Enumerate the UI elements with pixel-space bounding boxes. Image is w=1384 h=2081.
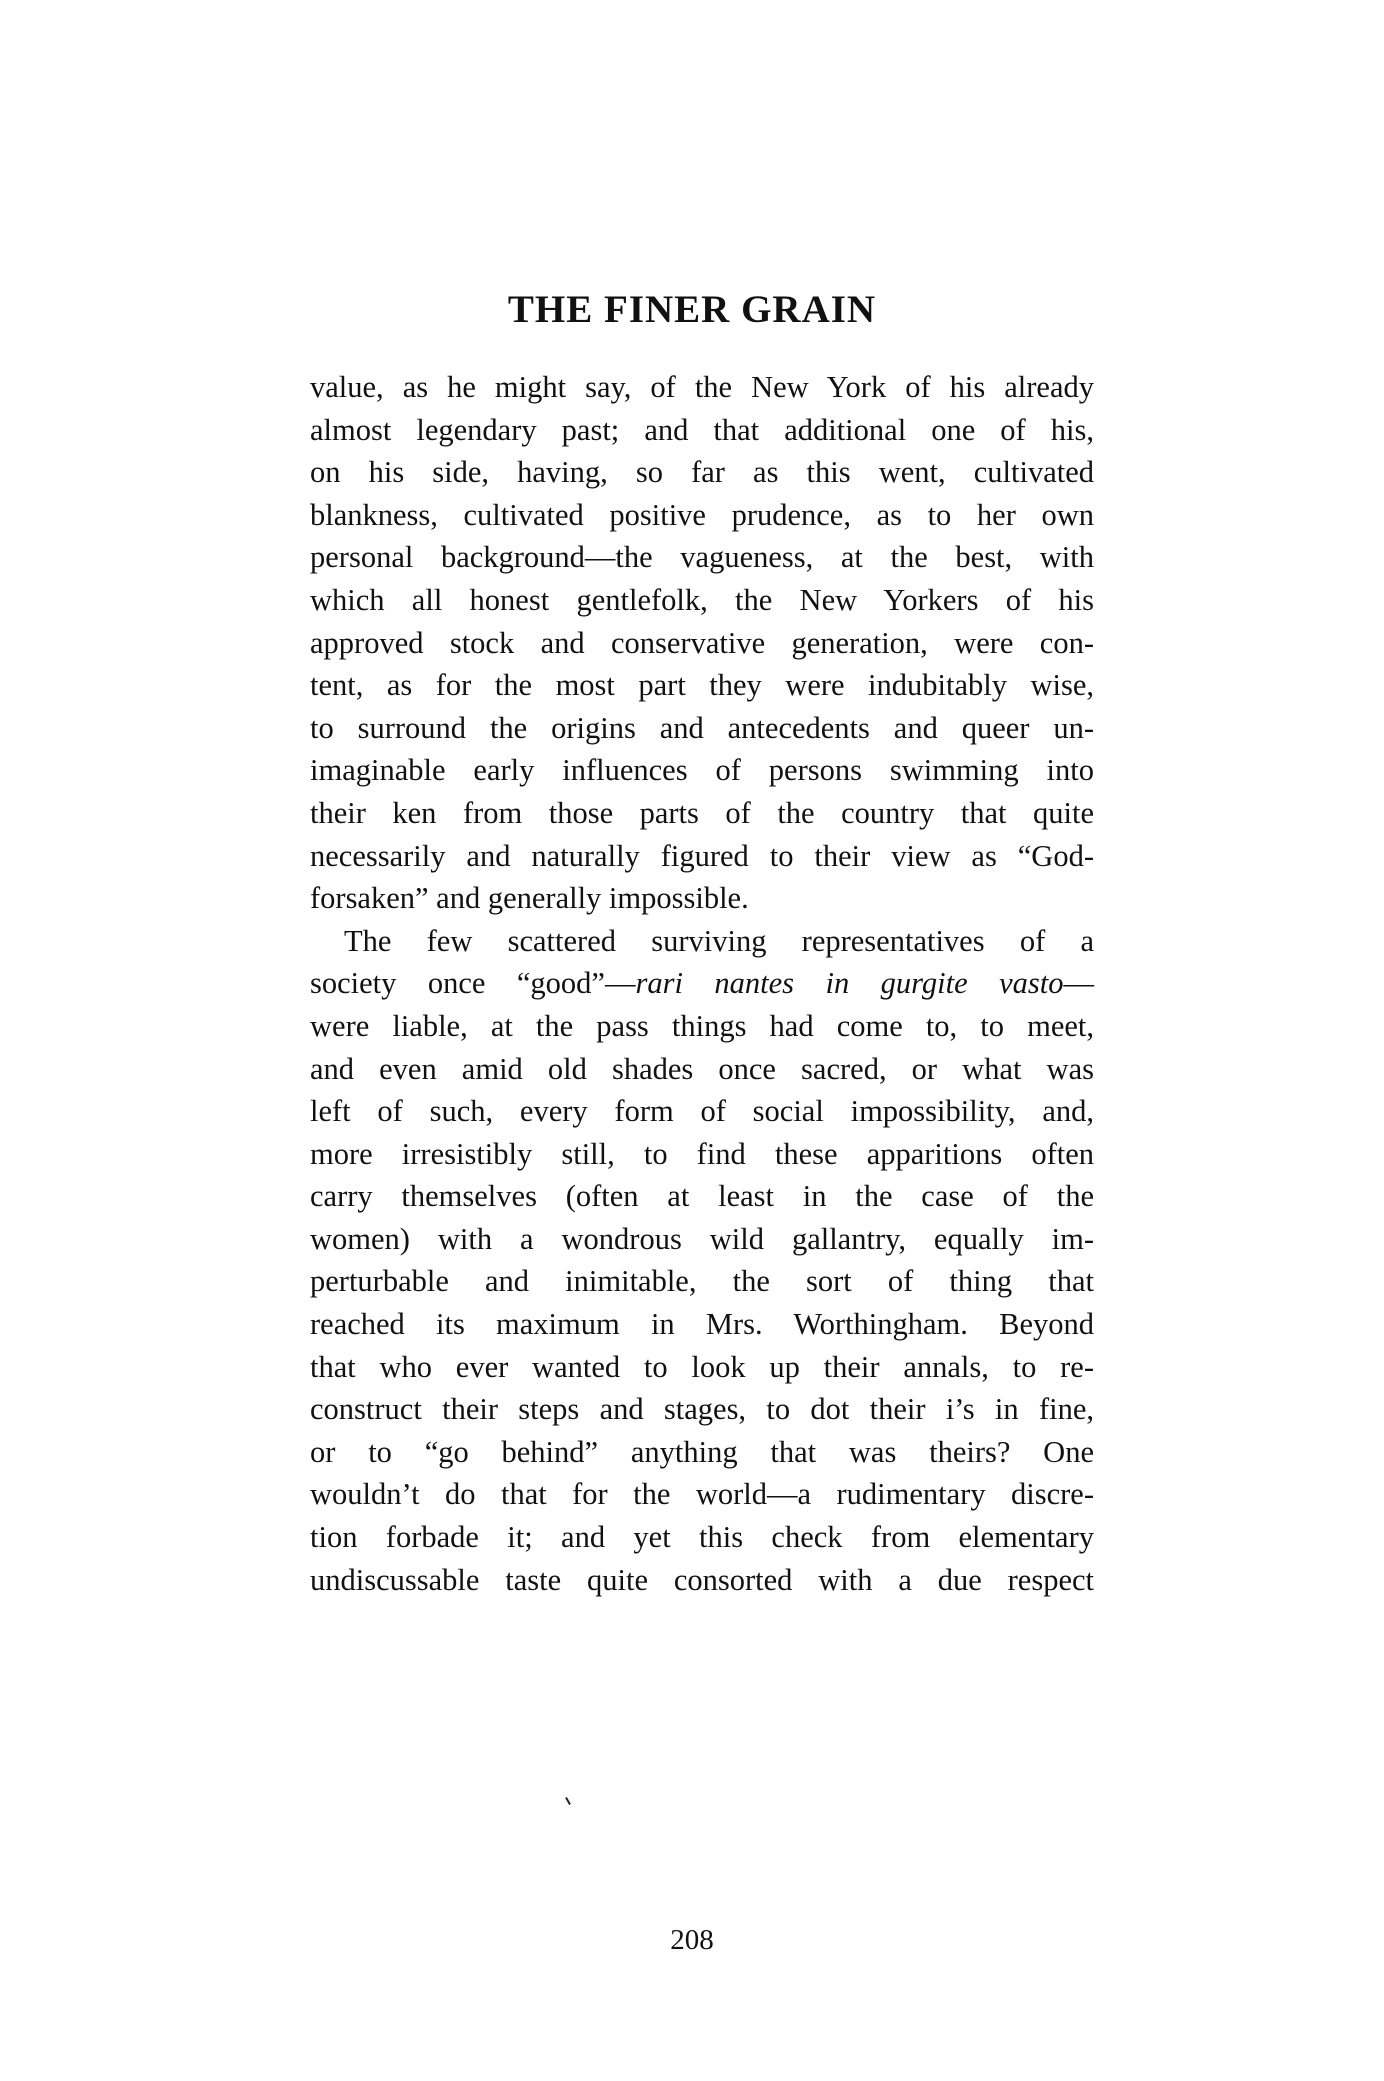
text-line: undiscussable taste quite consorted with a due respect xyxy=(310,1562,1094,1597)
text-line: wouldn’t do that for the world—a rudimentary discre- xyxy=(310,1477,1094,1512)
text-line: construct their steps and stages, to dot their i’s in fine, xyxy=(310,1392,1094,1427)
text-segment: society once “good”— xyxy=(310,966,636,1001)
text-line: necessarily and naturally figured to their view as “God- xyxy=(310,838,1094,873)
text-line: forsaken” and generally impossible. xyxy=(310,881,749,916)
page-number: 208 xyxy=(670,1924,714,1956)
text-line: tent, as for the most part they were indubitably wise, xyxy=(310,668,1094,703)
text-line: women) with a wondrous wild gallantry, equally im- xyxy=(310,1221,1094,1256)
text-line: that who ever wanted to look up their annals, to re- xyxy=(310,1349,1094,1384)
text-line: and even amid old shades once sacred, or what was xyxy=(310,1051,1094,1086)
text-line: which all honest gentlefolk, the New Yorkers of his xyxy=(310,582,1094,617)
text-line: left of such, every form of social impossibility, and, xyxy=(310,1094,1094,1129)
body-text xyxy=(310,366,1094,1601)
running-title: THE FINER GRAIN xyxy=(507,288,877,331)
text-line: value, as he might say, of the New York of his already xyxy=(310,370,1094,404)
text-segment: — xyxy=(1063,966,1094,1001)
text-line-with-latin xyxy=(310,962,1094,1005)
text-line: or to “go behind” anything that was theirs? One xyxy=(310,1434,1094,1469)
text-line: The few scattered surviving representatives of a xyxy=(344,923,1094,958)
text-line: their ken from those parts of the country that quite xyxy=(310,795,1094,830)
text-line: on his side, having, so far as this went, cultivated xyxy=(310,455,1094,490)
text-line: approved stock and conservative generation, were con- xyxy=(310,625,1094,660)
text-line: blankness, cultivated positive prudence, as to her own xyxy=(310,497,1094,532)
text-line: more irresistibly still, to find these apparitions often xyxy=(310,1136,1094,1171)
text-line: reached its maximum in Mrs. Worthingham. Beyond xyxy=(310,1307,1094,1342)
text-line: were liable, at the pass things had come to, to meet, xyxy=(310,1008,1094,1043)
text-line: carry themselves (often at least in the case of the xyxy=(310,1179,1094,1214)
text-line: imaginable early influences of persons swimming into xyxy=(310,753,1094,788)
print-speck xyxy=(565,1797,571,1805)
text-line: personal background—the vagueness, at the best, with xyxy=(310,540,1094,575)
text-line: tion forbade it; and yet this check from elementary xyxy=(310,1520,1094,1555)
text-line: perturbable and inimitable, the sort of thing that xyxy=(310,1264,1094,1299)
text-line: to surround the origins and antecedents and queer un- xyxy=(310,710,1094,745)
latin-quotation: rari nantes in gurgite vasto xyxy=(635,966,1064,1001)
text-line: almost legendary past; and that additional one of his, xyxy=(310,412,1094,447)
